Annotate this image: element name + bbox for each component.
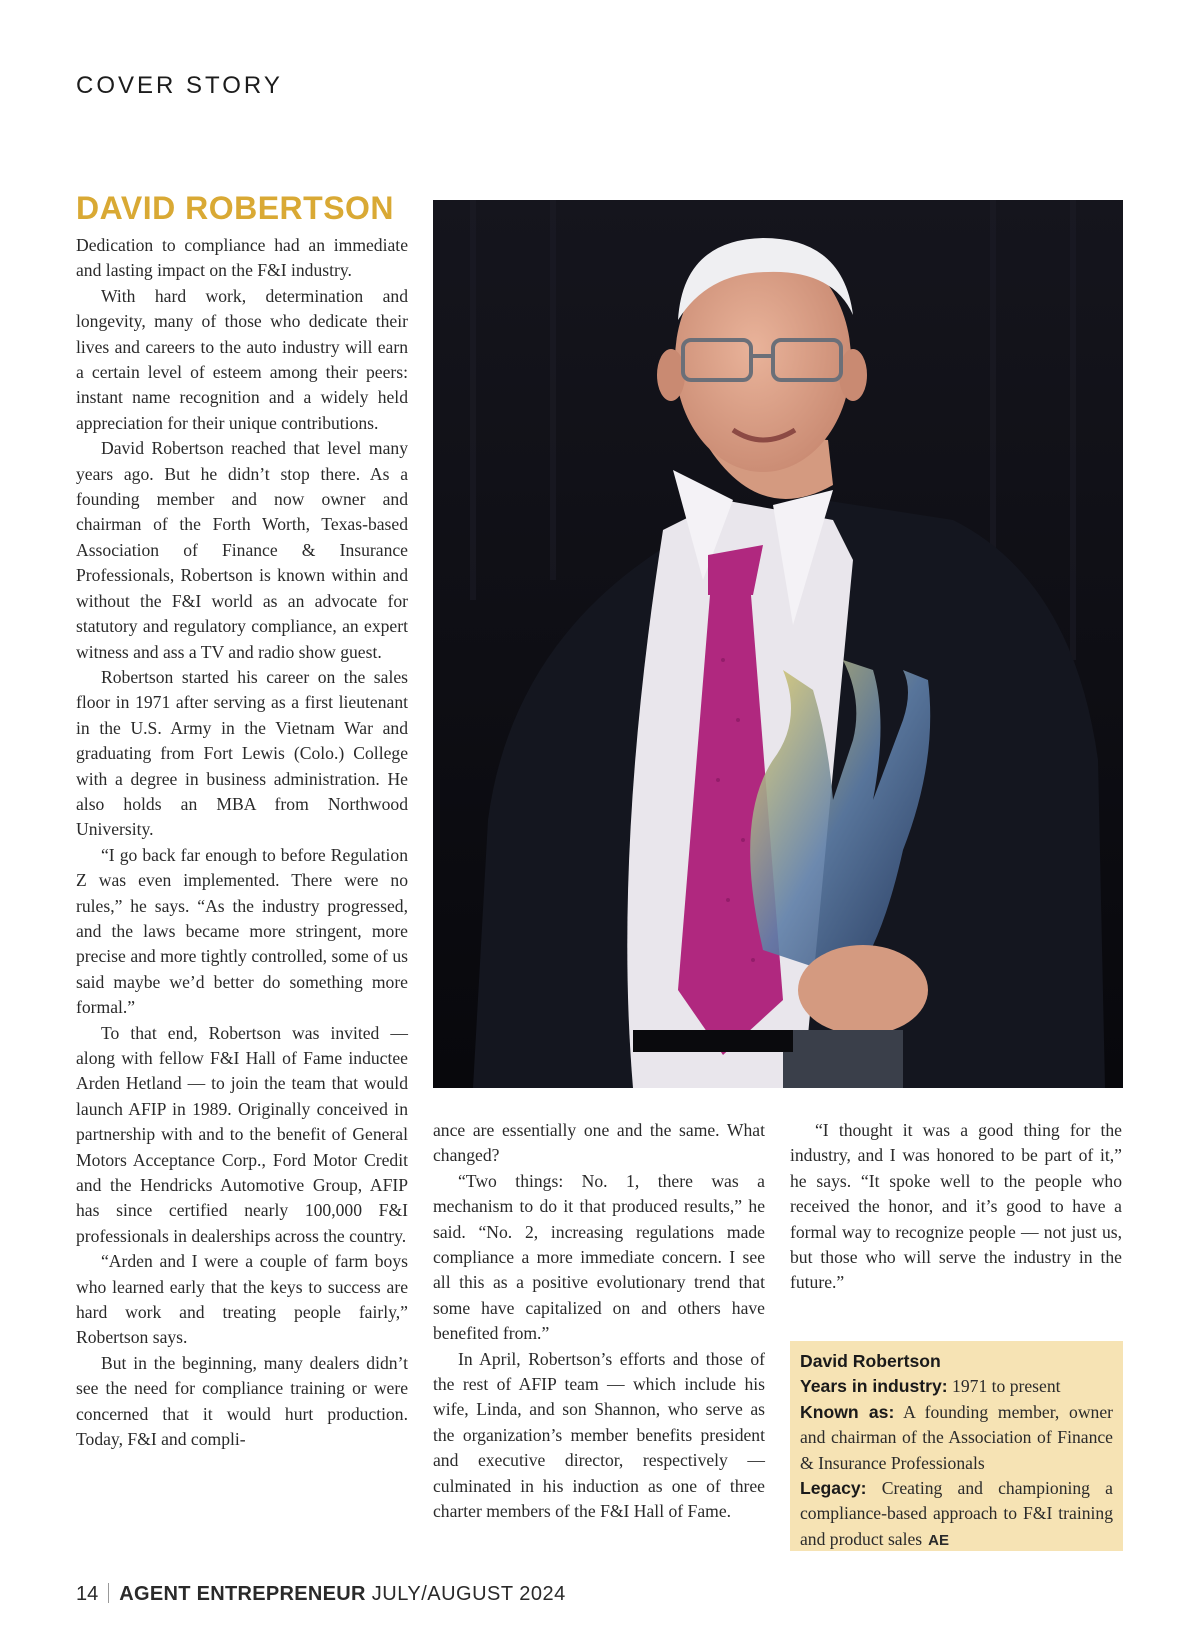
paragraph: “I go back far enough to before Regulation Z was even implemented. There were no rules,” he says. “As the industry progressed, and the laws became more stringent, more precise and more tightly controlled, some of us said maybe we’d better do something more formal.” — [76, 844, 408, 1018]
footer-divider — [108, 1583, 109, 1603]
known-value: A founding member, owner and chairman of the Association of Finance & Insurance Professionals — [800, 1401, 1113, 1473]
paragraph: David Robertson reached that level many years ago. But he didn’t stop there. As a founding member and now owner and chairman of the Forth Worth, Texas-based Association of Finance & Insurance Professionals, Robertson is known within and without the F&I world as an advocate for statutory and regulatory compliance, an expert witness and ass a TV and radio show guest. — [76, 438, 408, 662]
paragraph: In April, Robertson’s efforts and those of the rest of AFIP team — which include his wife, Linda, and son Shannon, who serve as the organization’s member benefits president and executive director, respectively — culminated in his induction as one of three charter members of the F&I Hall of Fame. — [433, 1348, 765, 1522]
section-label: COVER STORY — [76, 72, 283, 99]
paragraph: To that end, Robertson was invited — along with fellow F&I Hall of Fame inductee Arden Hetland — to join the team that would launch AFIP in 1989. Originally conceived in partnership with and to the benefit of General Motors Acceptance Corp., Ford Motor Credit and the Hendricks Automotive Group, AFIP has since certified nearly 100,000 F&I professionals in dealerships across the country. — [76, 1022, 408, 1246]
page-footer — [76, 1583, 566, 1606]
portrait-photo — [433, 200, 1123, 1088]
magazine-name: AGENT ENTREPRENEUR — [119, 1583, 366, 1605]
paragraph: Dedication to compliance had an immediate and lasting impact on the F&I industry. — [76, 235, 408, 281]
article-column-3 — [790, 1118, 1122, 1296]
article-headline: DAVID ROBERTSON — [76, 190, 395, 226]
paragraph: Robertson started his career on the sales floor in 1971 after serving as a first lieutenant in the U.S. Army in the Vietnam War and graduating from Fort Lewis (Colo.) College with a degree in business administration. He also holds an MBA from Northwood University. — [76, 666, 408, 840]
paragraph: “I thought it was a good thing for the industry, and I was honored to be part of it,” he says. “It spoke well to the people who received the honor, and it’s good to have a formal way to recognize people — not just us, but those who will serve the industry in the future.” — [790, 1120, 1122, 1293]
years-value: 1971 to present — [952, 1376, 1061, 1397]
profile-infobox — [790, 1341, 1123, 1551]
paragraph: With hard work, determination and longevity, many of those who dedicate their lives and careers to the auto industry will earn a certain level of esteem among their peers: instant name recognition and a widely held appreciation for their unique contributions. — [76, 285, 408, 433]
known-label: Known as: — [800, 1401, 895, 1422]
end-mark: AE — [928, 1531, 949, 1549]
infobox-name: David Robertson — [800, 1351, 941, 1371]
paragraph: But in the beginning, many dealers didn’t see the need for compliance training or were concerned that it would hurt production. Today, F&I and compli- — [76, 1352, 408, 1450]
legacy-label: Legacy: — [800, 1478, 867, 1499]
page-number: 14 — [76, 1583, 99, 1605]
issue-date: JULY/AUGUST 2024 — [371, 1583, 566, 1605]
legacy-value: Creating and championing a compliance-based approach to F&I training and product sales — [800, 1478, 1113, 1549]
paragraph: “Two things: No. 1, there was a mechanism to do it that produced results,” he said. “No. 2, increasing regulations made compliance a more immediate concern. I see all this as a positive evolutionary trend that some have capitalized on and others have benefited from.” — [433, 1170, 765, 1344]
paragraph: “Arden and I were a couple of farm boys who learned early that the keys to success are hard work and treating people fairly,” Robertson says. — [76, 1251, 408, 1348]
article-column-2 — [433, 1118, 765, 1525]
article-column-1 — [76, 233, 408, 1453]
years-label: Years in industry: — [800, 1376, 948, 1397]
paragraph: ance are essentially one and the same. What changed? — [433, 1120, 765, 1166]
